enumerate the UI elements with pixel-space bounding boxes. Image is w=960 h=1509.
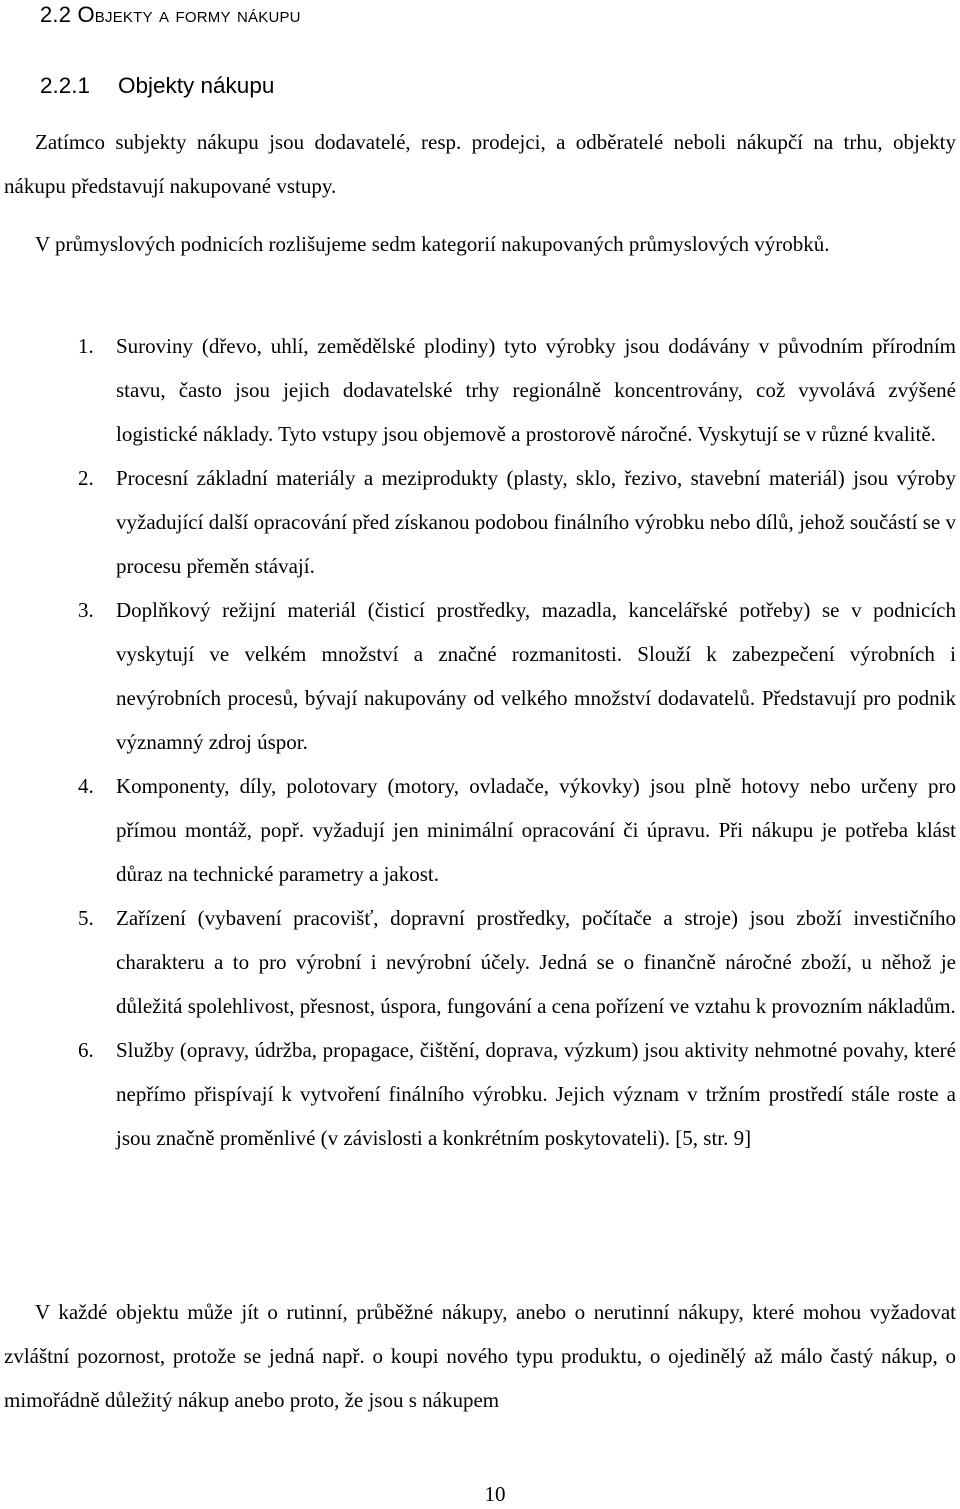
subsection-title: Objekty nákupu bbox=[118, 73, 275, 98]
subsection-heading bbox=[40, 73, 274, 99]
list-marker: 5. bbox=[78, 906, 94, 930]
list-item-text: Komponenty, díly, polotovary (motory, ovladače, výkovky) jsou plně hotovy nebo určeny pro přímou montáž, popř. vyžadují jen minimální opracování či úpravu. Při nákupu je potřeba klást důraz na technické parametry a jakost. bbox=[116, 774, 956, 886]
intro-paragraph-1: Zatímco subjekty nákupu jsou dodavatelé, resp. prodejci, a odběratelé neboli nákupčí na trhu, objekty nákupu představují nakupované vstupy. bbox=[4, 130, 956, 198]
section-heading bbox=[40, 2, 301, 28]
list-item-text: Doplňkový režijní materiál (čisticí prostředky, mazadla, kancelářské potřeby) se v podnicích vyskytují ve velkém množství a značné rozmanitosti. Slouží k zabezpečení výrobních i nevýrobních procesů, bývají nakupovány od velkého množství dodavatelů. Představují pro podnik významný zdroj úspor. bbox=[116, 598, 956, 754]
intro-paragraph-2: V průmyslových podnicích rozlišujeme sedm kategorií nakupovaných průmyslových výrobků. bbox=[35, 232, 830, 256]
list-marker: 1. bbox=[78, 334, 94, 358]
list-item bbox=[0, 764, 956, 896]
list-item bbox=[0, 456, 956, 588]
list-item-text: Suroviny (dřevo, uhlí, zemědělské plodiny) tyto výrobky jsou dodávány v původním přírodním stavu, často jsou jejich dodavatelské trhy regionálně koncentrovány, což vyvolává zvýšené logistické náklady. Tyto vstupy jsou objemově a prostorově náročné. Vyskytují se v různé kvalitě. bbox=[116, 334, 956, 446]
list-marker: 6. bbox=[78, 1038, 94, 1062]
list-marker: 3. bbox=[78, 598, 94, 622]
category-list bbox=[0, 324, 956, 1160]
section-number: 2.2 bbox=[40, 2, 72, 27]
list-item bbox=[0, 324, 956, 456]
list-item-text: Služby (opravy, údržba, propagace, čištění, doprava, výzkum) jsou aktivity nehmotné povahy, které nepřímo přispívají k vytvoření finálního výrobku. Jejich význam v tržním prostředí stále roste a jsou značně proměnlivé (v závislosti a konkrétním poskytovateli). [5, str. 9] bbox=[116, 1038, 956, 1150]
list-item bbox=[0, 1028, 956, 1160]
list-marker: 4. bbox=[78, 774, 94, 798]
subsection-number: 2.2.1 bbox=[40, 73, 91, 98]
page-number: 10 bbox=[484, 1482, 506, 1506]
list-item-text: Zařízení (vybavení pracovišť, dopravní prostředky, počítače a stroje) jsou zboží investičního charakteru a to pro výrobní i nevýrobní účely. Jedná se o finančně náročné zboží, u něhož je důležitá spolehlivost, přesnost, úspora, fungování a cena pořízení ve vztahu k provozním nákladům. bbox=[116, 906, 956, 1018]
closing-paragraph: V každé objektu může jít o rutinní, průběžné nákupy, anebo o nerutinní nákupy, které mohou vyžadovat zvláštní pozornost, protože se jedná např. o koupi nového typu produktu, o ojedinělý až málo častý nákup, o mimořádně důležitý nákup anebo proto, že jsou s nákupem bbox=[4, 1300, 956, 1412]
list-item bbox=[0, 896, 956, 1028]
section-title: Objekty a formy nákupu bbox=[77, 2, 301, 27]
list-item-text: Procesní základní materiály a meziprodukty (plasty, sklo, řezivo, stavební materiál) jsou výroby vyžadující další opracování před získanou podobou finálního výrobku nebo dílů, jehož součástí se v procesu přeměn stávají. bbox=[116, 466, 956, 578]
list-item bbox=[0, 588, 956, 764]
list-marker: 2. bbox=[78, 466, 94, 490]
